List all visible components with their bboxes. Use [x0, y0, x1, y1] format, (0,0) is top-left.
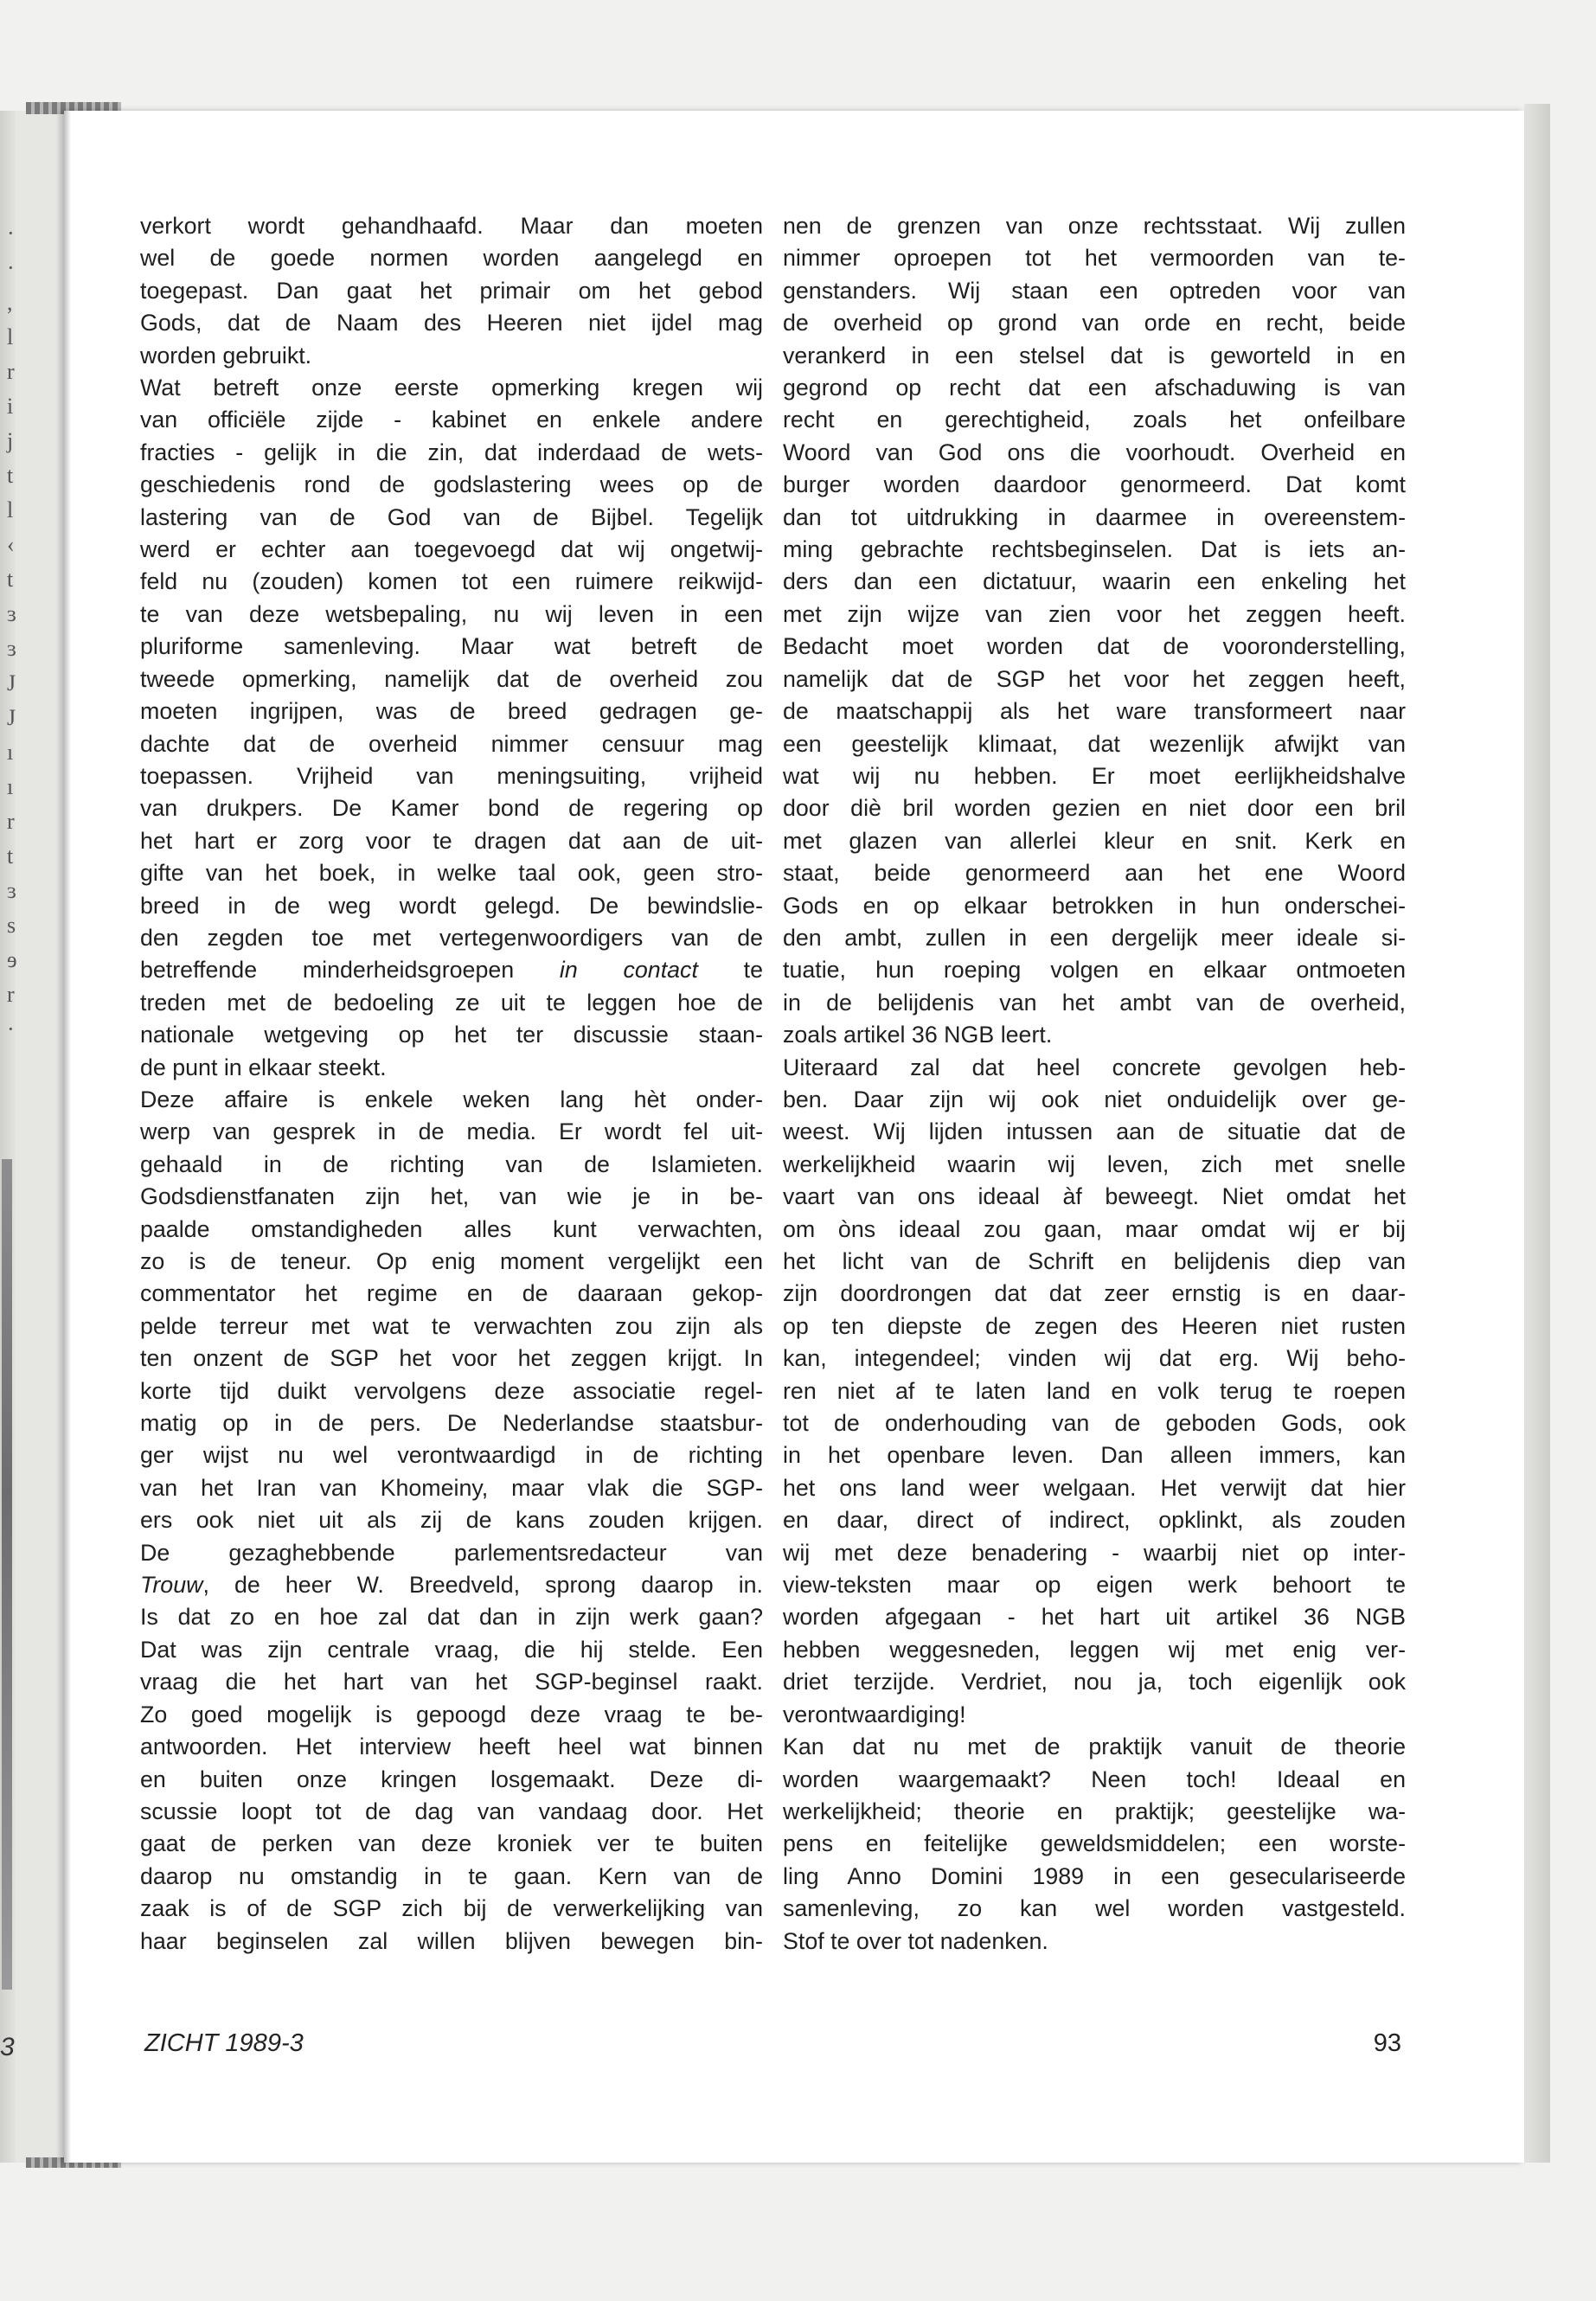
- margin-fragment: t: [7, 463, 14, 488]
- text-line: tweede opmerking, namelijk dat de overheid zou: [140, 665, 763, 692]
- text-line: het ons land weer welgaan. Het verwijt dat hier: [783, 1474, 1406, 1501]
- previous-page-text-fragments: [7, 216, 24, 1047]
- text-line: de punt in elkaar steekt.: [140, 1054, 387, 1080]
- text-line: in het openbare leven. Dan alleen immers, kan: [783, 1442, 1406, 1469]
- margin-fragment: r: [7, 809, 15, 834]
- text-line: zaak is of de SGP zich bij de verwerkelijking van: [140, 1895, 763, 1922]
- text-line: ten onzent de SGP het voor het zeggen krijgt. In: [140, 1345, 763, 1372]
- text-line: feld nu (zouden) komen tot een ruimere reikwijd-: [140, 568, 763, 595]
- text-line: en buiten onze kringen losgemaakt. Deze di-: [140, 1766, 763, 1792]
- text-line: dachte dat de overheid nimmer censuur mag: [140, 730, 763, 757]
- text-line: korte tijd duikt vervolgens deze associatie regel-: [140, 1377, 763, 1404]
- text-line: werkelijkheid waarin wij leven, zich met snelle: [783, 1150, 1406, 1177]
- text-line: dan tot uitdrukking in daarmee in overeenstem-: [783, 503, 1406, 530]
- text-line: wat wij nu hebben. Er moet eerlijkheidshalve: [783, 762, 1406, 789]
- text-line: op ten diepste de zegen des Heeren niet rusten: [783, 1312, 1406, 1339]
- text-line: Stof te over tot nadenken.: [783, 1927, 1048, 1954]
- text-line: samenleving, zo kan wel worden vastgesteld.: [783, 1895, 1406, 1922]
- text-line: worden gebruikt.: [140, 342, 312, 369]
- margin-fragment: l: [7, 324, 14, 349]
- margin-fragment: J: [7, 670, 16, 695]
- text-line: recht en gerechtigheid, zoals het onfeilbare: [783, 407, 1406, 433]
- text-line: treden met de bedoeling ze uit te leggen hoe de: [140, 989, 763, 1016]
- margin-fragment: ɘ: [7, 947, 17, 972]
- text-line: toepassen. Vrijheid van meningsuiting, vrijheid: [140, 762, 763, 789]
- text-line: werp van gesprek in de media. Er wordt fel uit-: [140, 1118, 763, 1145]
- page-spine-shadow: [64, 111, 71, 2163]
- margin-fragment: ı: [7, 774, 14, 799]
- text-line: Bedacht moet worden dat de vooronderstelling,: [783, 633, 1406, 660]
- text-line: verkort wordt gehandhaafd. Maar dan moeten: [140, 213, 763, 239]
- text-line: het hart er zorg voor te dragen dat aan de uit-: [140, 827, 763, 854]
- text-line: worden waargemaakt? Neen toch! Ideaal en: [783, 1766, 1406, 1792]
- text-line: Is dat zo en hoe zal dat dan in zijn werk gaan?: [140, 1604, 763, 1631]
- book-edge-right: [1524, 104, 1550, 2163]
- text-line: worden afgegaan - het hart uit artikel 36 NGB: [783, 1604, 1406, 1631]
- text-line: fracties - gelijk in die zin, dat inderdaad de wets-: [140, 439, 763, 465]
- text-line: paalde omstandigheden alles kunt verwachten,: [140, 1215, 763, 1242]
- text-line: ger wijst nu wel verontwaardigd in de richting: [140, 1442, 763, 1469]
- page-number: 93: [1373, 2029, 1401, 2057]
- text-line: met zijn wijze van zien voor het zeggen heeft.: [783, 600, 1406, 627]
- margin-fragment: t: [7, 567, 14, 592]
- text-line: betreffende minderheidsgroepen in contact te: [140, 957, 763, 984]
- text-line: Zo goed mogelijk is gepoogd deze vraag te be-: [140, 1701, 763, 1727]
- text-line: vaart van ons ideaal àf beweegt. Niet omdat het: [783, 1183, 1406, 1210]
- text-line: van drukpers. De Kamer bond de regering op: [140, 795, 763, 822]
- text-line: Trouw, de heer W. Breedveld, sprong daarop in.: [140, 1572, 763, 1599]
- text-line: ders dan een dictatuur, waarin een enkeling het: [783, 568, 1406, 595]
- text-line: de maatschappij als het ware transformeert naar: [783, 698, 1406, 725]
- text-line: de overheid op grond van orde en recht, beide: [783, 310, 1406, 336]
- page-shadow-band: [2, 1159, 12, 1990]
- text-line: gegrond op recht dat een afschaduwing is van: [783, 375, 1406, 401]
- text-line: te van deze wetsbepaling, nu wij leven in een: [140, 600, 763, 627]
- text-line: pluriforme samenleving. Maar wat betreft de: [140, 633, 763, 660]
- text-line: ren niet af te laten land en volk terug te roepen: [783, 1377, 1406, 1404]
- margin-fragment: i: [7, 394, 14, 419]
- text-line: Kan dat nu met de praktijk vanuit de theorie: [783, 1734, 1406, 1760]
- text-line: hebben weggesneden, leggen wij met enig ver-: [783, 1636, 1406, 1663]
- text-line: Godsdienstfanaten zijn het, van wie je in be-: [140, 1183, 763, 1210]
- article-column-left: [140, 210, 763, 1958]
- text-line: Uiteraard zal dat heel concrete gevolgen heb-: [783, 1054, 1406, 1080]
- text-line: en daar, direct of indirect, opklinkt, als zouden: [783, 1507, 1406, 1534]
- text-line: Deze affaire is enkele weken lang hèt onder-: [140, 1086, 763, 1112]
- text-line: gaat de perken van deze kroniek ver te buiten: [140, 1830, 763, 1857]
- text-line: Gods en op elkaar betrokken in hun onderschei-: [783, 892, 1406, 919]
- text-line: moeten ingrijpen, was de breed gedragen ge-: [140, 698, 763, 725]
- text-line: Dat was zijn centrale vraag, die hij stelde. Een: [140, 1636, 763, 1663]
- text-line: haar beginselen zal willen blijven bewegen bin-: [140, 1927, 763, 1954]
- text-line: geschiedenis rond de godslastering wees op de: [140, 471, 763, 498]
- text-line: verontwaardiging!: [783, 1701, 966, 1727]
- text-line: namelijk dat de SGP het voor het zeggen heeft,: [783, 665, 1406, 692]
- text-line: toegepast. Dan gaat het primair om het gebod: [140, 277, 763, 304]
- margin-fragment: ,: [7, 290, 13, 315]
- margin-fragment: t: [7, 843, 14, 868]
- text-line: ben. Daar zijn wij ook niet onduidelijk over ge-: [783, 1086, 1406, 1112]
- text-line: in de belijdenis van het ambt van de overheid,: [783, 989, 1406, 1016]
- text-line: Wat betreft onze eerste opmerking kregen wij: [140, 375, 763, 401]
- margin-fragment: l: [7, 497, 14, 522]
- text-line: staat, beide genormeerd aan het ene Woord: [783, 860, 1406, 887]
- margin-fragment: ɜ: [7, 636, 16, 661]
- text-line: kan, integendeel; vinden wij dat erg. Wij beho-: [783, 1345, 1406, 1372]
- text-line: gifte van het boek, in welke taal ook, geen stro-: [140, 860, 763, 887]
- text-line: om òns ideaal zou gaan, maar omdat wij er bij: [783, 1215, 1406, 1242]
- text-line: tot de onderhouding van de geboden Gods, ook: [783, 1410, 1406, 1437]
- text-line: weest. Wij lijden intussen aan de situatie dat de: [783, 1118, 1406, 1145]
- margin-fragment: ‹: [7, 532, 15, 557]
- text-line: werd er echter aan toegevoegd dat wij ongetwij-: [140, 536, 763, 563]
- text-line: Woord van God ons die voorhoudt. Overheid en: [783, 439, 1406, 465]
- text-line: zo is de teneur. Op enig moment vergelijkt een: [140, 1248, 763, 1274]
- text-line: ming gebrachte rechtsbeginselen. Dat is iets an-: [783, 536, 1406, 563]
- text-line: burger worden daardoor genormeerd. Dat komt: [783, 471, 1406, 498]
- text-line: matig op in de pers. De Nederlandse staatsbur-: [140, 1410, 763, 1437]
- text-line: door diè bril worden gezien en niet door een bril: [783, 795, 1406, 822]
- text-line: werkelijkheid; theorie en praktijk; geestelijke wa-: [783, 1798, 1406, 1824]
- margin-fragment: ·: [7, 255, 15, 280]
- margin-fragment: ɜ: [7, 878, 16, 903]
- text-line: een geestelijk klimaat, dat wezenlijk afwijkt van: [783, 730, 1406, 757]
- text-line: van officiële zijde - kabinet en enkele andere: [140, 407, 763, 433]
- text-line: view-teksten maar op eigen werk behoort te: [783, 1572, 1406, 1599]
- text-line: breed in de weg wordt gelegd. De bewindslie-: [140, 892, 763, 919]
- text-line: den ambt, zullen in een dergelijk meer ideale si-: [783, 924, 1406, 951]
- text-line: driet terzijde. Verdriet, nou ja, toch eigenlijk ook: [783, 1669, 1406, 1695]
- text-line: De gezaghebbende parlementsredacteur van: [140, 1539, 763, 1566]
- margin-fragment: J: [7, 705, 16, 730]
- text-line: zoals artikel 36 NGB leert.: [783, 1022, 1053, 1048]
- text-line: den zegden toe met vertegenwoordigers van de: [140, 924, 763, 951]
- text-line: nimmer oproepen tot het vermoorden van te-: [783, 245, 1406, 272]
- text-line: nationale wetgeving op het ter discussie staan-: [140, 1022, 763, 1048]
- text-line: genstanders. Wij staan een optreden voor van: [783, 277, 1406, 304]
- text-line: van het Iran van Khomeiny, maar vlak die SGP-: [140, 1474, 763, 1501]
- text-line: verankerd in een stelsel dat is geworteld in en: [783, 342, 1406, 369]
- text-line: scussie loopt tot de dag van vandaag door. Het: [140, 1798, 763, 1824]
- margin-fragment: ·: [7, 1016, 15, 1042]
- text-line: ers ook niet uit als zij de kans zouden krijgen.: [140, 1507, 763, 1534]
- margin-fragment: s: [7, 913, 16, 938]
- previous-page-number: 3: [0, 2033, 15, 2061]
- text-line: commentator het regime en de daaraan gekop-: [140, 1280, 763, 1307]
- margin-fragment: ı: [7, 740, 14, 765]
- text-line: antwoorden. Het interview heeft heel wat binnen: [140, 1734, 763, 1760]
- text-line: wij met deze benadering - waarbij niet op inter-: [783, 1539, 1406, 1566]
- article-column-right: [783, 210, 1406, 1958]
- margin-fragment: ɜ: [7, 601, 16, 626]
- journal-title: ZICHT 1989-3: [144, 2029, 304, 2057]
- text-line: pens en feitelijke geweldsmiddelen; een worste-: [783, 1830, 1406, 1857]
- text-line: tuatie, hun roeping volgen en elkaar ontmoeten: [783, 957, 1406, 984]
- text-line: nen de grenzen van onze rechtsstaat. Wij zullen: [783, 213, 1406, 239]
- margin-fragment: ·: [7, 221, 15, 246]
- text-line: ling Anno Domini 1989 in een geseculariseerde: [783, 1862, 1406, 1889]
- text-line: vraag die het hart van het SGP-beginsel raakt.: [140, 1669, 763, 1695]
- margin-fragment: r: [7, 359, 15, 384]
- text-line: wel de goede normen worden aangelegd en: [140, 245, 763, 272]
- margin-fragment: r: [7, 982, 15, 1007]
- text-line: gehaald in de richting van de Islamieten.: [140, 1150, 763, 1177]
- text-line: het licht van de Schrift en belijdenis diep van: [783, 1248, 1406, 1274]
- text-line: zijn doordrongen dat dat zeer ernstig is en daar-: [783, 1280, 1406, 1307]
- margin-fragment: j: [7, 428, 14, 453]
- text-line: daarop nu omstandig in te gaan. Kern van de: [140, 1862, 763, 1889]
- text-line: pelde terreur met wat te verwachten zou zijn als: [140, 1312, 763, 1339]
- text-line: lastering van de God van de Bijbel. Tegelijk: [140, 503, 763, 530]
- text-line: Gods, dat de Naam des Heeren niet ijdel mag: [140, 310, 763, 336]
- text-line: met glazen van allerlei kleur en snit. Kerk en: [783, 827, 1406, 854]
